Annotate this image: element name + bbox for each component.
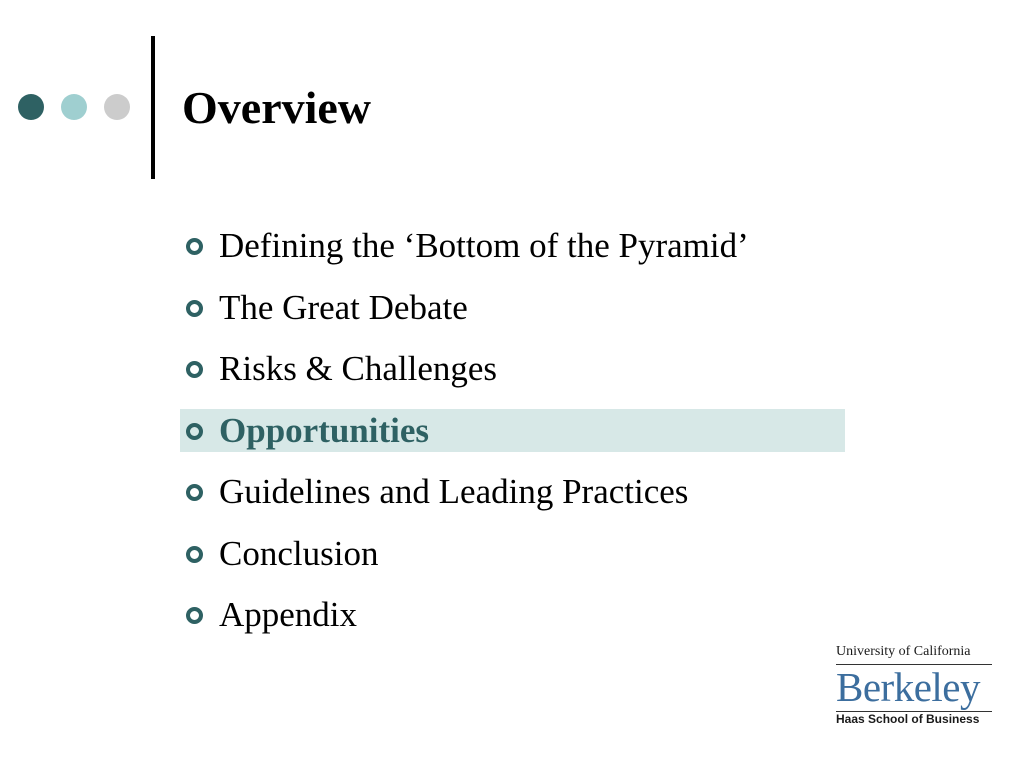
- agenda-item-label: Opportunities: [219, 411, 430, 450]
- agenda-item: [186, 347, 497, 391]
- decor-dot-light: [61, 94, 87, 120]
- decor-dot-gray: [104, 94, 130, 120]
- ring-bullet-icon: [186, 484, 203, 501]
- decor-dot-dark: [18, 94, 44, 120]
- agenda-item: [186, 593, 357, 637]
- ring-bullet-icon: [186, 607, 203, 624]
- ring-bullet-icon: [186, 238, 203, 255]
- agenda-item-label: Risks & Challenges: [219, 349, 498, 388]
- agenda-item-label: Guidelines and Leading Practices: [219, 472, 689, 511]
- ring-bullet-icon: [186, 423, 203, 440]
- logo-berkeley-wordmark: Berkeley: [836, 664, 980, 710]
- agenda-item: [186, 470, 688, 514]
- title-divider-line: [151, 36, 155, 179]
- ring-bullet-icon: [186, 546, 203, 563]
- logo-school-text: Haas School of Business: [836, 712, 980, 726]
- agenda-item-label: Appendix: [219, 595, 358, 634]
- slide-title: Overview: [182, 82, 372, 133]
- agenda-item-label: Defining the ‘Bottom of the Pyramid’: [219, 226, 749, 265]
- agenda-item: [186, 286, 468, 330]
- agenda-item-label: Conclusion: [219, 534, 379, 573]
- logo-university-text: University of California: [836, 644, 971, 659]
- ring-bullet-icon: [186, 361, 203, 378]
- agenda-item: [186, 224, 749, 268]
- agenda-item: [186, 409, 429, 453]
- ring-bullet-icon: [186, 300, 203, 317]
- berkeley-haas-logo: [836, 644, 992, 728]
- agenda-item: [186, 532, 378, 576]
- agenda-item-label: The Great Debate: [219, 288, 468, 327]
